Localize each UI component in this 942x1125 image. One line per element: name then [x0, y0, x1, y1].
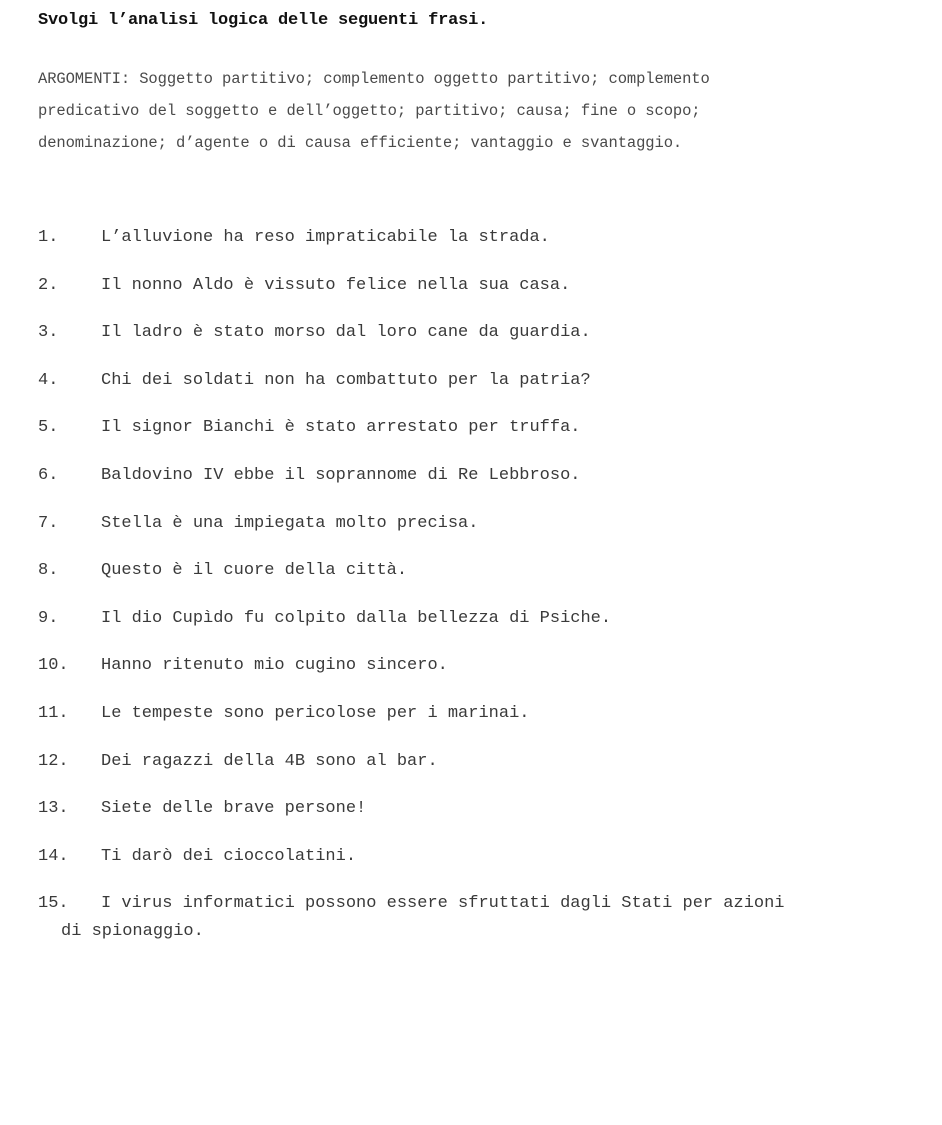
sentence-number: 1.	[38, 228, 59, 247]
sentence-text: Siete delle brave persone!	[101, 799, 367, 819]
topics-line: predicativo del soggetto e dell’oggetto; partitivo; causa; fine o scopo;	[38, 102, 701, 120]
sentence-text: Hanno ritenuto mio cugino sincero.	[101, 656, 448, 676]
sentence-number: 13.	[38, 799, 69, 819]
sentence-text: L’alluvione ha reso impraticabile la strada.	[101, 228, 550, 247]
sentence-item	[38, 795, 942, 843]
sentence-text: Il ladro è stato morso dal loro cane da guardia.	[101, 323, 591, 343]
sentence-item	[38, 843, 942, 891]
sentence-text-line: I virus informatici possono essere sfruttati dagli Stati per azioni	[101, 894, 785, 914]
sentence-number: 6.	[38, 465, 59, 485]
sentence-number: 10.	[38, 656, 69, 676]
sentence-number: 8.	[38, 561, 59, 581]
sentence-text: Baldovino IV ebbe il soprannome di Re Lebbroso.	[101, 465, 581, 485]
sentence-item	[38, 367, 942, 415]
sentence-list	[38, 224, 942, 942]
sentence-text: Questo è il cuore della città.	[101, 561, 408, 581]
sentence-item	[38, 272, 942, 320]
topics-line: denominazione; d’agente o di causa efficiente; vantaggio e svantaggio.	[38, 134, 683, 152]
sentence-text: Il signor Bianchi è stato arrestato per truffa.	[101, 418, 581, 438]
sentence-item	[38, 557, 942, 605]
exercise-title: Svolgi l’analisi logica delle seguenti frasi.	[38, 11, 489, 30]
sentence-item	[38, 748, 942, 796]
sentence-number: 7.	[38, 513, 59, 533]
sentence-number: 12.	[38, 751, 69, 771]
sentence-number: 9.	[38, 608, 59, 628]
sentence-item	[38, 414, 942, 462]
sentence-number: 15.	[38, 894, 69, 914]
sentence-item	[38, 319, 942, 367]
sentence-item	[38, 605, 942, 653]
sentence-number: 5.	[38, 418, 59, 438]
sentence-text: Chi dei soldati non ha combattuto per la patria?	[101, 370, 591, 390]
topics-paragraph	[38, 63, 938, 159]
sentence-item	[38, 700, 942, 748]
sentence-text: Le tempeste sono pericolose per i marinai.	[101, 703, 530, 723]
sentence-text: Il dio Cupìdo fu colpito dalla bellezza di Psiche.	[101, 608, 612, 628]
sentence-item	[38, 462, 942, 510]
sentence-text: Stella è una impiegata molto precisa.	[101, 513, 479, 533]
sentence-text: Ti darò dei cioccolatini.	[101, 846, 357, 866]
sentence-text: Dei ragazzi della 4B sono al bar.	[101, 751, 438, 771]
sentence-item	[38, 890, 942, 942]
sentence-item	[38, 224, 942, 272]
sentence-number: 11.	[38, 703, 69, 723]
sentence-item	[38, 510, 942, 558]
sentence-item	[38, 652, 942, 700]
sentence-text-line: di spionaggio.	[61, 922, 204, 942]
sentence-number: 14.	[38, 846, 69, 866]
sentence-number: 4.	[38, 370, 59, 390]
sentence-number: 3.	[38, 323, 59, 343]
topics-line: ARGOMENTI: Soggetto partitivo; complemento oggetto partitivo; complemento	[38, 70, 710, 88]
sentence-text: Il nonno Aldo è vissuto felice nella sua casa.	[101, 275, 571, 295]
sentence-text	[61, 890, 942, 946]
sentence-number: 2.	[38, 275, 59, 295]
